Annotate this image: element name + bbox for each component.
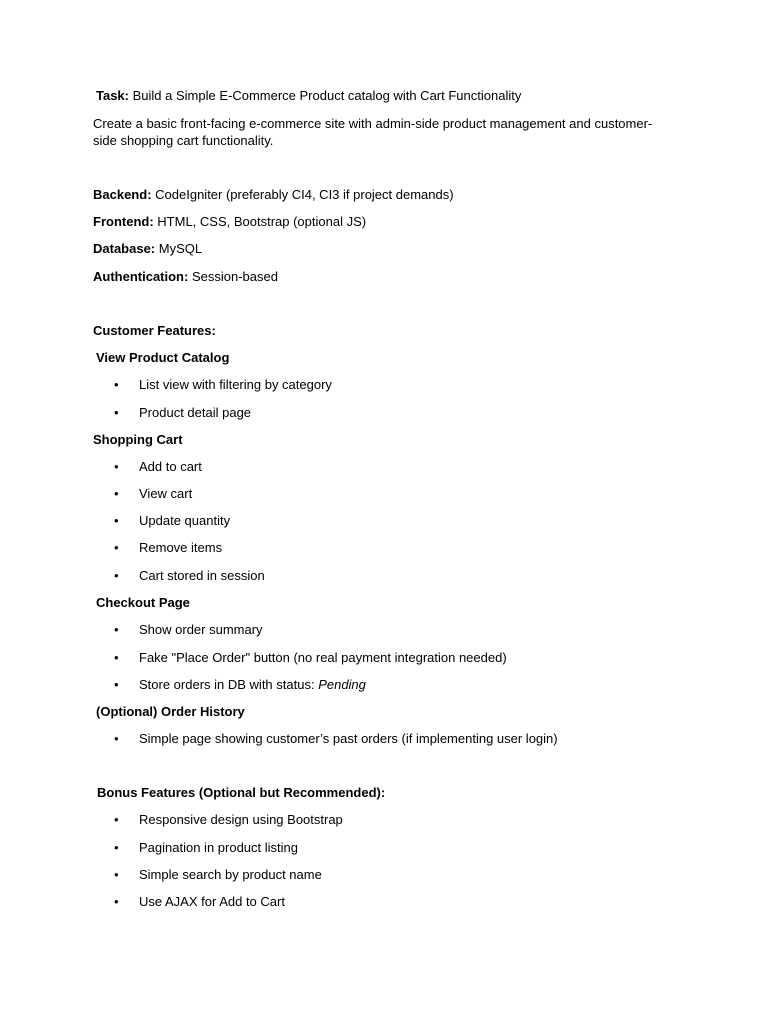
list-item: Cart stored in session — [139, 568, 265, 583]
list-item: Add to cart — [139, 459, 202, 474]
list-item: View cart — [139, 486, 193, 501]
list-item: Simple search by product name — [139, 867, 322, 882]
bullet-icon — [114, 567, 124, 584]
bullet-icon — [114, 866, 124, 883]
list-item: Product detail page — [139, 405, 252, 420]
status-pending: Pending — [318, 677, 366, 692]
list-item: Fake "Place Order" button (no real payment integration needed) — [139, 650, 507, 665]
bullet-icon — [114, 893, 124, 910]
order-history-heading: (Optional) Order History — [96, 704, 245, 719]
bullet-icon — [114, 512, 124, 529]
customer-features-heading: Customer Features: — [93, 323, 216, 338]
task-text: Build a Simple E-Commerce Product catalog with Cart Functionality — [132, 88, 522, 103]
bullet-icon — [114, 376, 124, 393]
bullet-icon — [114, 404, 124, 421]
stack-frontend — [93, 213, 366, 230]
bullet-icon — [114, 676, 124, 693]
list-item: Responsive design using Bootstrap — [139, 812, 343, 827]
stack-authentication-label: Authentication: — [93, 269, 189, 284]
bullet-icon — [114, 730, 124, 747]
stack-frontend-label: Frontend: — [93, 214, 154, 229]
list-item: Use AJAX for Add to Cart — [139, 894, 285, 909]
task-label: Task: — [96, 88, 129, 103]
list-item: Remove items — [139, 540, 223, 555]
stack-database-value: MySQL — [158, 241, 203, 256]
stack-authentication-value: Session-based — [191, 269, 278, 284]
list-item: Simple page showing customer’s past orders (if implementing user login) — [139, 731, 558, 746]
list-item — [139, 676, 366, 693]
bullet-icon — [114, 458, 124, 475]
intro-paragraph: Create a basic front-facing e-commerce site with admin-side product management and customer-side shopping cart functionality. — [93, 116, 653, 148]
bullet-icon — [114, 649, 124, 666]
stack-frontend-value: HTML, CSS, Bootstrap (optional JS) — [157, 214, 367, 229]
bonus-features-heading: Bonus Features (Optional but Recommended): — [97, 785, 386, 800]
store-orders-text: Store orders in DB with status: — [139, 677, 319, 692]
bullet-icon — [114, 621, 124, 638]
list-item: Pagination in product listing — [139, 840, 298, 855]
shopping-cart-heading: Shopping Cart — [93, 432, 183, 447]
stack-backend-value: CodeIgniter (preferably CI4, CI3 if project demands) — [155, 187, 454, 202]
list-item: Show order summary — [139, 622, 263, 637]
bullet-icon — [114, 485, 124, 502]
stack-backend-label: Backend: — [93, 187, 152, 202]
task-line — [96, 87, 521, 104]
stack-authentication — [93, 268, 278, 285]
bullet-icon — [114, 539, 124, 556]
list-item: List view with filtering by category — [139, 377, 332, 392]
bullet-icon — [114, 811, 124, 828]
stack-backend — [93, 186, 454, 203]
list-item: Update quantity — [139, 513, 231, 528]
bullet-icon — [114, 839, 124, 856]
checkout-heading: Checkout Page — [96, 595, 190, 610]
stack-database — [93, 240, 202, 257]
view-catalog-heading: View Product Catalog — [96, 350, 230, 365]
stack-database-label: Database: — [93, 241, 156, 256]
